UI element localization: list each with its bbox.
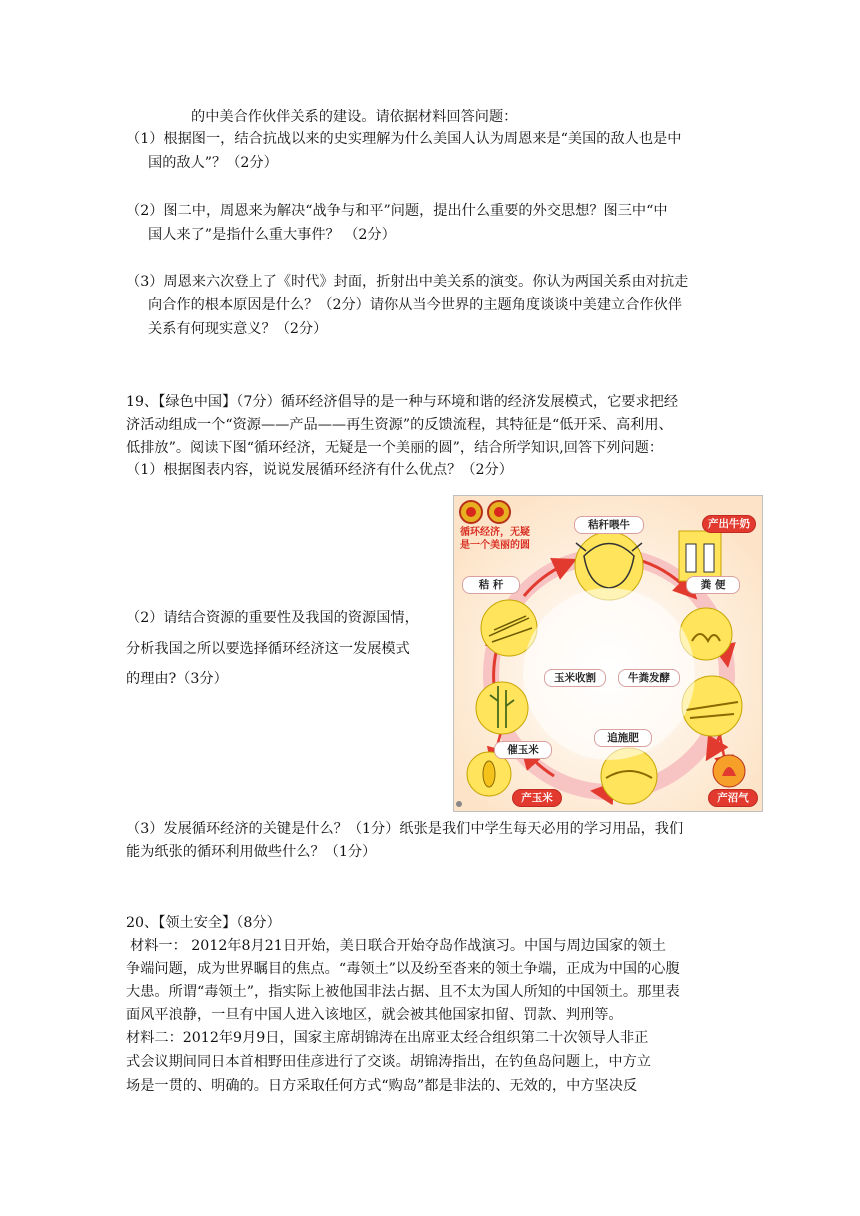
label-fertilize-text: 施肥: [617, 732, 639, 744]
q18-part1-line1: （1）根据图一，结合抗战以来的史实理解为什么美国人认为周恩来是“美国的敌人也是中: [126, 131, 682, 147]
label-dung-ferment: 牛粪发酵: [618, 669, 680, 687]
label-straw-feed: 秸秆喂牛: [574, 516, 644, 534]
q20-m1-line2: 争端问题，成为世界瞩目的焦点。“毒领土”以及纷至沓来的领土争端，正成为中国的心腹: [126, 961, 680, 977]
q20-heading: 20、【领土安全】（8分）: [126, 915, 281, 931]
q19-sub2-line3: 的理由?（3分）: [126, 671, 228, 687]
figure-title: [460, 526, 538, 552]
milk-icon: [679, 531, 721, 581]
q20-m1-line4: 面风平浪静，一旦有中国人进入该地区，就会被其他国家扣留、罚款、判刑等。: [126, 1007, 623, 1023]
q19-line3: 低排放”。阅读下图“循环经济，无疑是一个美丽的圆”，结合所学知识,回答下列问题：: [126, 440, 664, 456]
figure-title-line1: 循环经济，无疑: [460, 527, 530, 538]
q18-part3-line1: （3）周恩来六次登上了《时代》封面，折射出中美关系的演变。你认为两国关系由对抗走: [126, 274, 689, 290]
label-fertilize: [594, 729, 652, 747]
q19-sub3-line2: 能为纸张的循环利用做些什么？（1分）: [126, 844, 377, 860]
corn-plant-icon: [476, 682, 528, 734]
q18-intro-tail: 的中美合作伙伴关系的建设。请依据材料回答问题：: [191, 109, 518, 125]
biogas-icon: [713, 755, 745, 787]
q20-m2-line1: 材料二：2012年9月9日，国家主席胡锦涛在出席亚太经合组织第二十次领导人非正: [126, 1030, 649, 1046]
q18-part3-line3: 关系有何现实意义？（2分）: [148, 321, 328, 337]
q18-part2-line2: 国人来了”是指什么重大事件？ （2分）: [148, 227, 396, 243]
label-produce-corn: 产玉米: [512, 789, 562, 807]
q20-m2-line3: 场是一贯的、明确的。日方采取任何方式“购岛”都是非法的、无效的，中方坚决反: [126, 1078, 638, 1094]
q19-sub3-line1: （3）发展循环经济的关键是什么？（1分）纸张是我们中学生每天必用的学习用品，我们: [126, 821, 684, 837]
q18-part2-line1: （2）图二中，周恩来为解决“战争与和平”问题，提出什么重要的外交思想？图三中“中: [126, 203, 668, 219]
q19-sub2-line1: （2）请结合资源的重要性及我国的资源国情，: [126, 610, 419, 626]
label-milk: 产出牛奶: [702, 515, 756, 533]
q19-sub2-line2: 分析我国之所以要选择循环经济这一发展模式: [126, 641, 410, 657]
label-fertilize-prefix: 追: [607, 732, 618, 744]
q18-part3-line2: 向合作的根本原因是什么？（2分）请你从当今世界的主题角度谈谈中美建立合作伙伴: [148, 297, 682, 313]
figure-title-line2: 是一个美丽的圆: [460, 540, 530, 551]
q18-part1-line2: 国的敌人”？（2分）: [148, 155, 278, 171]
label-biogas: 产沼气: [708, 789, 758, 807]
label-grow-corn: 催玉米: [494, 741, 552, 759]
label-straw: 秸 秆: [462, 576, 520, 594]
q20-m1-line1: 材料一： 2012年8月21日开始，美日联合开始夺岛作战演习。中国与周边国家的领土: [130, 938, 666, 954]
q19-sub1: （1）根据图表内容，说说发展循环经济有什么优点？（2分）: [126, 462, 513, 478]
circular-economy-figure: [453, 495, 763, 812]
label-dung: 粪 便: [686, 576, 740, 594]
q19-line1: 19、【绿色中国】（7分）循环经济倡导的是一种与环境和谐的经济发展模式，它要求把经: [126, 394, 679, 410]
q20-m2-line2: 式会议期间同日本首相野田佳彦进行了交谈。胡锦涛指出，在钓鱼岛问题上，中方立: [126, 1054, 651, 1070]
q19-line2: 济活动组成一个“资源——产品——再生资源”的反馈流程，其特征是“低开采、高利用、: [126, 417, 673, 433]
label-corn-harvest: 玉米收割: [544, 669, 606, 687]
q20-m1-line3: 大患。所谓“毒领土”，指实际上被他国非法占据、且不太为国人所知的中国领土。那里表: [126, 984, 680, 1000]
